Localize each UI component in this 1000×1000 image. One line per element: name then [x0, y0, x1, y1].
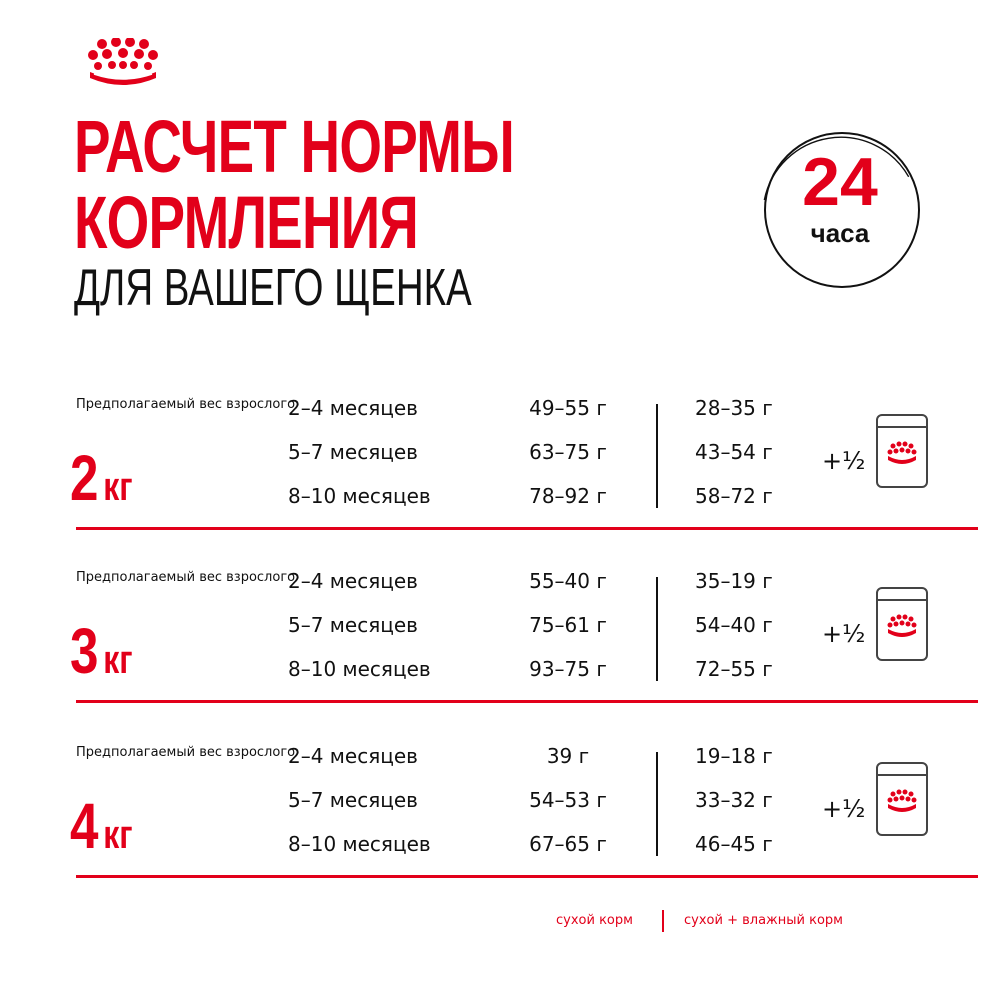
age-cell: 2–4 месяцев [288, 569, 418, 593]
column-separator [656, 404, 658, 508]
dry-food-cell: 54–53 г [529, 788, 607, 812]
food-pouch-icon [876, 414, 928, 488]
age-cell: 8–10 месяцев [288, 832, 431, 856]
title-line-1: РАСЧЕТ НОРМЫ [74, 105, 515, 188]
dry-food-cell: 63–75 г [529, 440, 607, 464]
mixed-food-cell: 19–18 г [695, 744, 773, 768]
mixed-food-cell: 58–72 г [695, 484, 773, 508]
age-cell: 5–7 месяцев [288, 613, 418, 637]
plus-half-pouch: +½ [822, 447, 866, 475]
group-label: Предполагаемый вес взрослого [76, 397, 296, 412]
group-label: Предполагаемый вес взрослого [76, 745, 296, 760]
age-cell: 5–7 месяцев [288, 788, 418, 812]
mixed-food-cell: 28–35 г [695, 396, 773, 420]
weight-group-3kg [0, 569, 1000, 729]
mixed-food-cell: 35–19 г [695, 569, 773, 593]
legend-separator [662, 910, 664, 932]
clock-number: 24 [802, 144, 878, 220]
subtitle: ДЛЯ ВАШЕГО ЩЕНКА [74, 259, 472, 317]
weight-group-4kg [0, 744, 1000, 904]
column-separator [656, 577, 658, 681]
group-divider [76, 700, 978, 703]
mixed-food-cell: 46–45 г [695, 832, 773, 856]
weight-unit: кг [103, 465, 133, 509]
age-cell: 2–4 месяцев [288, 396, 418, 420]
dry-food-cell: 78–92 г [529, 484, 607, 508]
age-cell: 8–10 месяцев [288, 484, 431, 508]
legend-dry-food: сухой корм [556, 913, 633, 928]
group-label: Предполагаемый вес взрослого [76, 570, 296, 585]
group-divider [76, 527, 978, 530]
dry-food-cell: 49–55 г [529, 396, 607, 420]
weight-number: 3 [70, 615, 99, 687]
age-cell: 8–10 месяцев [288, 657, 431, 681]
group-divider [76, 875, 978, 878]
food-pouch-icon [876, 587, 928, 661]
plus-half-pouch: +½ [822, 620, 866, 648]
mixed-food-cell: 43–54 г [695, 440, 773, 464]
column-separator [656, 752, 658, 856]
mixed-food-cell: 33–32 г [695, 788, 773, 812]
age-cell: 2–4 месяцев [288, 744, 418, 768]
crown-logo-icon [82, 38, 164, 86]
age-cell: 5–7 месяцев [288, 440, 418, 464]
plus-half-pouch: +½ [822, 795, 866, 823]
title-line-2: КОРМЛЕНИЯ [74, 181, 418, 264]
weight-number: 2 [70, 442, 99, 514]
dry-food-cell: 75–61 г [529, 613, 607, 637]
mixed-food-cell: 54–40 г [695, 613, 773, 637]
mixed-food-cell: 72–55 г [695, 657, 773, 681]
weight-value [70, 615, 133, 687]
weight-value [70, 442, 133, 514]
weight-unit: кг [103, 813, 133, 857]
weight-unit: кг [103, 638, 133, 682]
food-pouch-icon [876, 762, 928, 836]
dry-food-cell: 67–65 г [529, 832, 607, 856]
weight-value [70, 790, 133, 862]
weight-group-2kg [0, 396, 1000, 556]
dry-food-cell: 39 г [546, 744, 590, 768]
weight-number: 4 [70, 790, 99, 862]
clock-unit: часа [810, 218, 870, 248]
dry-food-cell: 55–40 г [529, 569, 607, 593]
legend-mixed-food: сухой + влажный корм [684, 913, 843, 928]
dry-food-cell: 93–75 г [529, 657, 607, 681]
